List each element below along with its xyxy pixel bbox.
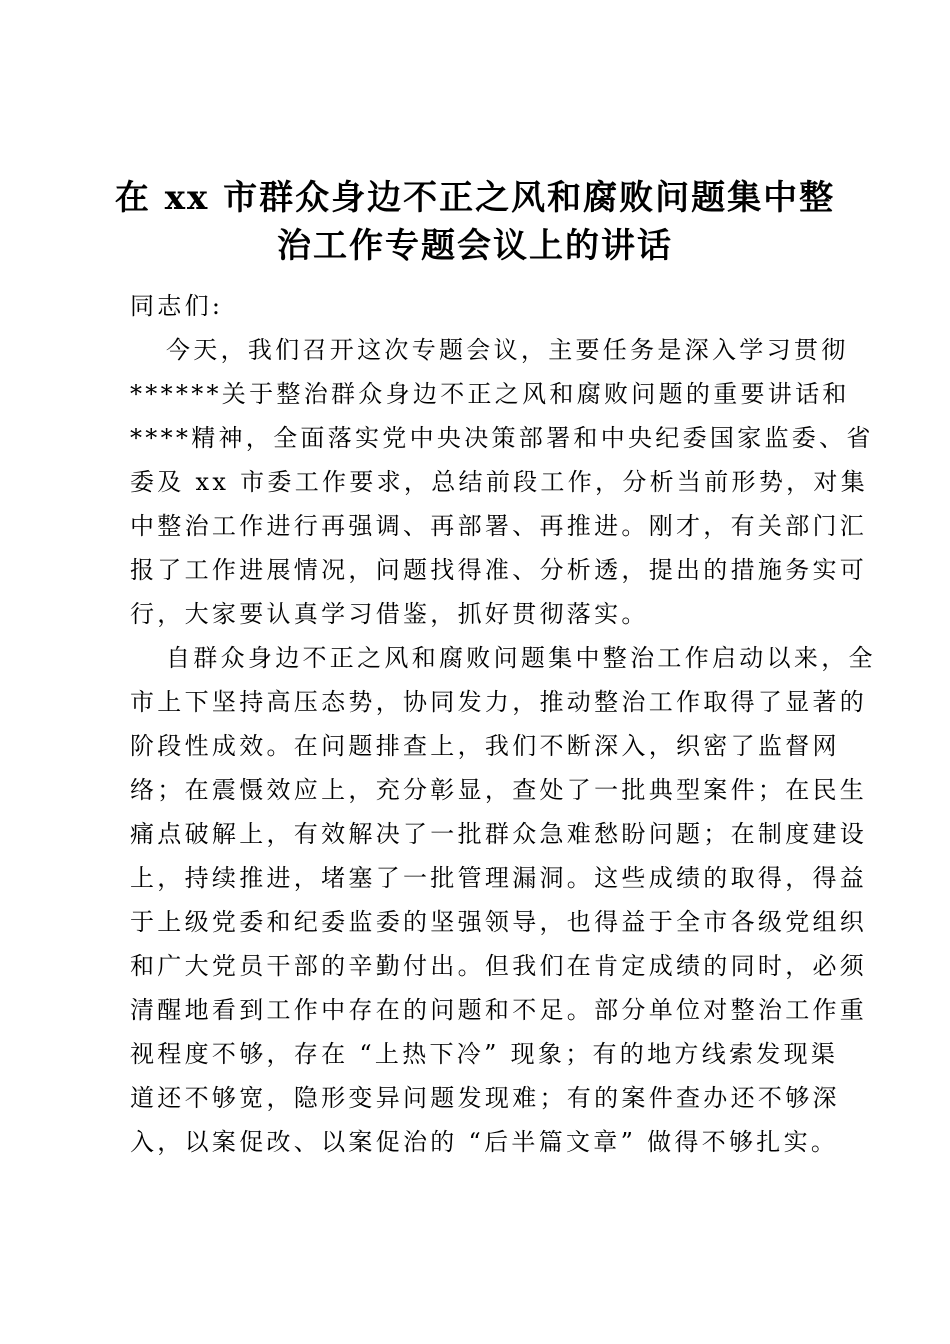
paragraph-line: 今天，我们召开这次专题会议，主要任务是深入学习贯彻: [166, 336, 849, 364]
paragraph-line: 自群众身边不正之风和腐败问题集中整治工作启动以来，全: [166, 644, 876, 672]
paragraph-line: 市上下坚持高压态势，协同发力，推动整治工作取得了显著的: [130, 688, 868, 716]
paragraph-line: 报了工作进展情况，问题找得准、分析透，提出的措施务实可: [130, 556, 868, 584]
paragraph: [130, 636, 876, 1164]
paragraph-line: 入，以案促改、以案促治的 “后半篇文章” 做得不够扎实。: [130, 1128, 839, 1156]
paragraph: [130, 328, 874, 636]
paragraph-line: 和广大党员干部的辛勤付出。但我们在肯定成绩的同时，必须: [130, 952, 868, 980]
paragraph-line: ****精神，全面落实党中央决策部署和中央纪委国家监委、省: [130, 424, 874, 452]
paragraph-line: 委及 xx 市委工作要求，总结前段工作，分析当前形势，对集: [130, 468, 869, 496]
salutation: 同志们:: [130, 292, 224, 320]
paragraph-line: 痛点破解上，有效解决了一批群众急难愁盼问题；在制度建设: [130, 820, 868, 848]
paragraph-line: 络；在震慑效应上，充分彰显，查处了一批典型案件；在民生: [130, 776, 868, 804]
paragraph-line: 于上级党委和纪委监委的坚强领导，也得益于全市各级党组织: [130, 908, 868, 936]
paragraph-line: 清醒地看到工作中存在的问题和不足。部分单位对整治工作重: [130, 996, 868, 1024]
document-title-line-1: 在 xx 市群众身边不正之风和腐败问题集中整: [114, 178, 836, 218]
paragraph-line: ******关于整治群众身边不正之风和腐败问题的重要讲话和: [130, 380, 850, 408]
paragraph-line: 道还不够宽，隐形变异问题发现难；有的案件查办还不够深: [130, 1084, 840, 1112]
paragraph-line: 中整治工作进行再强调、再部署、再推进。刚才，有关部门汇: [130, 512, 868, 540]
paragraph-line: 视程度不够，存在 “上热下冷” 现象；有的地方线索发现渠: [130, 1040, 839, 1068]
paragraph-line: 行，大家要认真学习借鉴，抓好贯彻落实。: [130, 600, 649, 628]
paragraphs: [130, 328, 876, 1164]
document-body: [130, 284, 876, 1164]
paragraph-line: 阶段性成效。在问题排查上，我们不断深入，织密了监督网: [130, 732, 840, 760]
paragraph-line: 上，持续推进，堵塞了一批管理漏洞。这些成绩的取得，得益: [130, 864, 868, 892]
document-title-line-2: 治工作专题会议上的讲话: [277, 226, 673, 266]
